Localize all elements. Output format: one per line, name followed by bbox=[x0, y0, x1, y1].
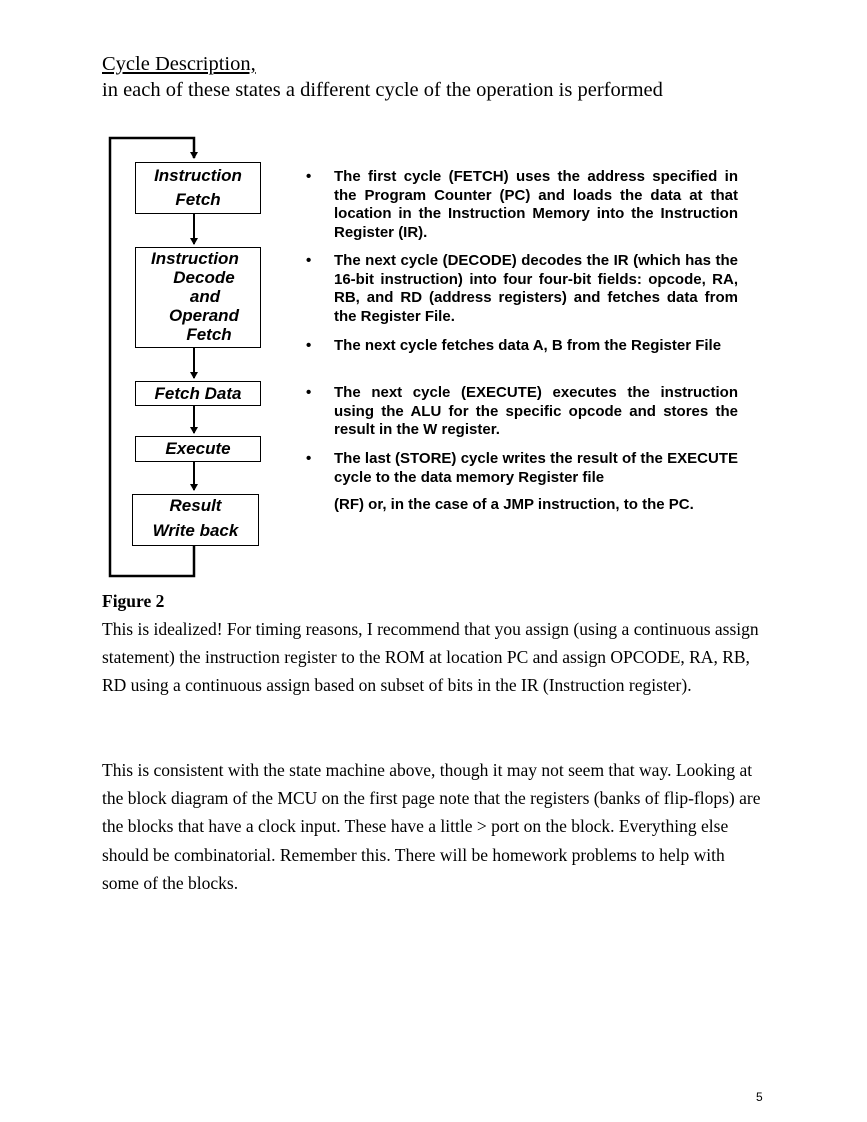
result-write-back-box bbox=[132, 494, 259, 546]
bullet-symbol: • bbox=[306, 168, 312, 185]
bullet-text: (RF) or, in the case of a JMP instruction, to the PC. bbox=[334, 496, 694, 513]
bullet-text: The next cycle (EXECUTE) executes the instruction using the ALU for the specific opcode and stores the result in the W register. bbox=[334, 384, 738, 439]
box-line: Decode bbox=[173, 268, 235, 287]
bullet-execute bbox=[306, 384, 738, 440]
bullet-text: The last (STORE) cycle writes the result of the EXECUTE cycle to the data memory Register file bbox=[334, 450, 738, 486]
bullet-text: The first cycle (FETCH) uses the address specified in the Program Counter (PC) and loads the data at that location in the Instruction Memory into the Instruction Register (IR). bbox=[334, 168, 738, 241]
box-line: Instruction bbox=[151, 249, 239, 268]
box-line: and bbox=[189, 287, 221, 306]
bullet-text: The next cycle (DECODE) decodes the IR (which has the 16-bit instruction) into four four-bit fields: opcode, RA, RB, and RD (address registers) and fetches data from the Register File. bbox=[334, 252, 738, 325]
bullet-decode bbox=[306, 252, 738, 326]
box-line: Operand bbox=[169, 306, 239, 325]
figure-caption: Figure 2 bbox=[102, 591, 165, 611]
bullet-store bbox=[306, 450, 738, 487]
instruction-decode-box bbox=[135, 247, 261, 348]
instruction-fetch-box bbox=[135, 162, 261, 214]
paragraph-state-machine-note: This is consistent with the state machine above, though it may not seem that way. Looking at the block diagram of the MCU on the first page note that the registers (banks of flip-flops) are the blocks that have a clock input. These have a little > port on the block. Everything else should be combinatorial. Remember this. There will be homework problems to help with some of the blocks. bbox=[102, 760, 761, 893]
bullet-symbol: • bbox=[306, 337, 312, 354]
page-number: 5 bbox=[756, 1090, 763, 1104]
bullet-fetch-data bbox=[306, 337, 738, 356]
paragraph-timing-note: This is idealized! For timing reasons, I recommend that you assign (using a continuous assign statement) the instruction register to the ROM at location PC and assign OPCODE, RA, RB, RD using a continuous assign based on subset of bits in the IR (Instruction register). bbox=[102, 619, 759, 696]
bullet-symbol: • bbox=[306, 450, 312, 467]
bullet-fetch bbox=[306, 168, 738, 242]
box-line: Write back bbox=[152, 521, 239, 540]
box-line: Fetch bbox=[186, 325, 232, 344]
bullet-symbol: • bbox=[306, 252, 312, 269]
cycle-figure bbox=[88, 128, 748, 583]
section-subheading: in each of these states a different cycle of the operation is performed bbox=[102, 79, 663, 101]
bullet-symbol: • bbox=[306, 384, 312, 401]
bullet-text: The next cycle fetches data A, B from the Register File bbox=[334, 337, 722, 354]
box-line: Result bbox=[169, 496, 222, 515]
bullet-store-continued bbox=[306, 496, 738, 515]
box-line: Instruction bbox=[154, 166, 242, 185]
section-heading: Cycle Description, bbox=[102, 53, 256, 75]
execute-box bbox=[135, 436, 261, 462]
box-line: Execute bbox=[165, 439, 231, 458]
fetch-data-box bbox=[135, 381, 261, 406]
box-line: Fetch bbox=[175, 190, 221, 209]
box-line: Fetch Data bbox=[154, 384, 242, 403]
